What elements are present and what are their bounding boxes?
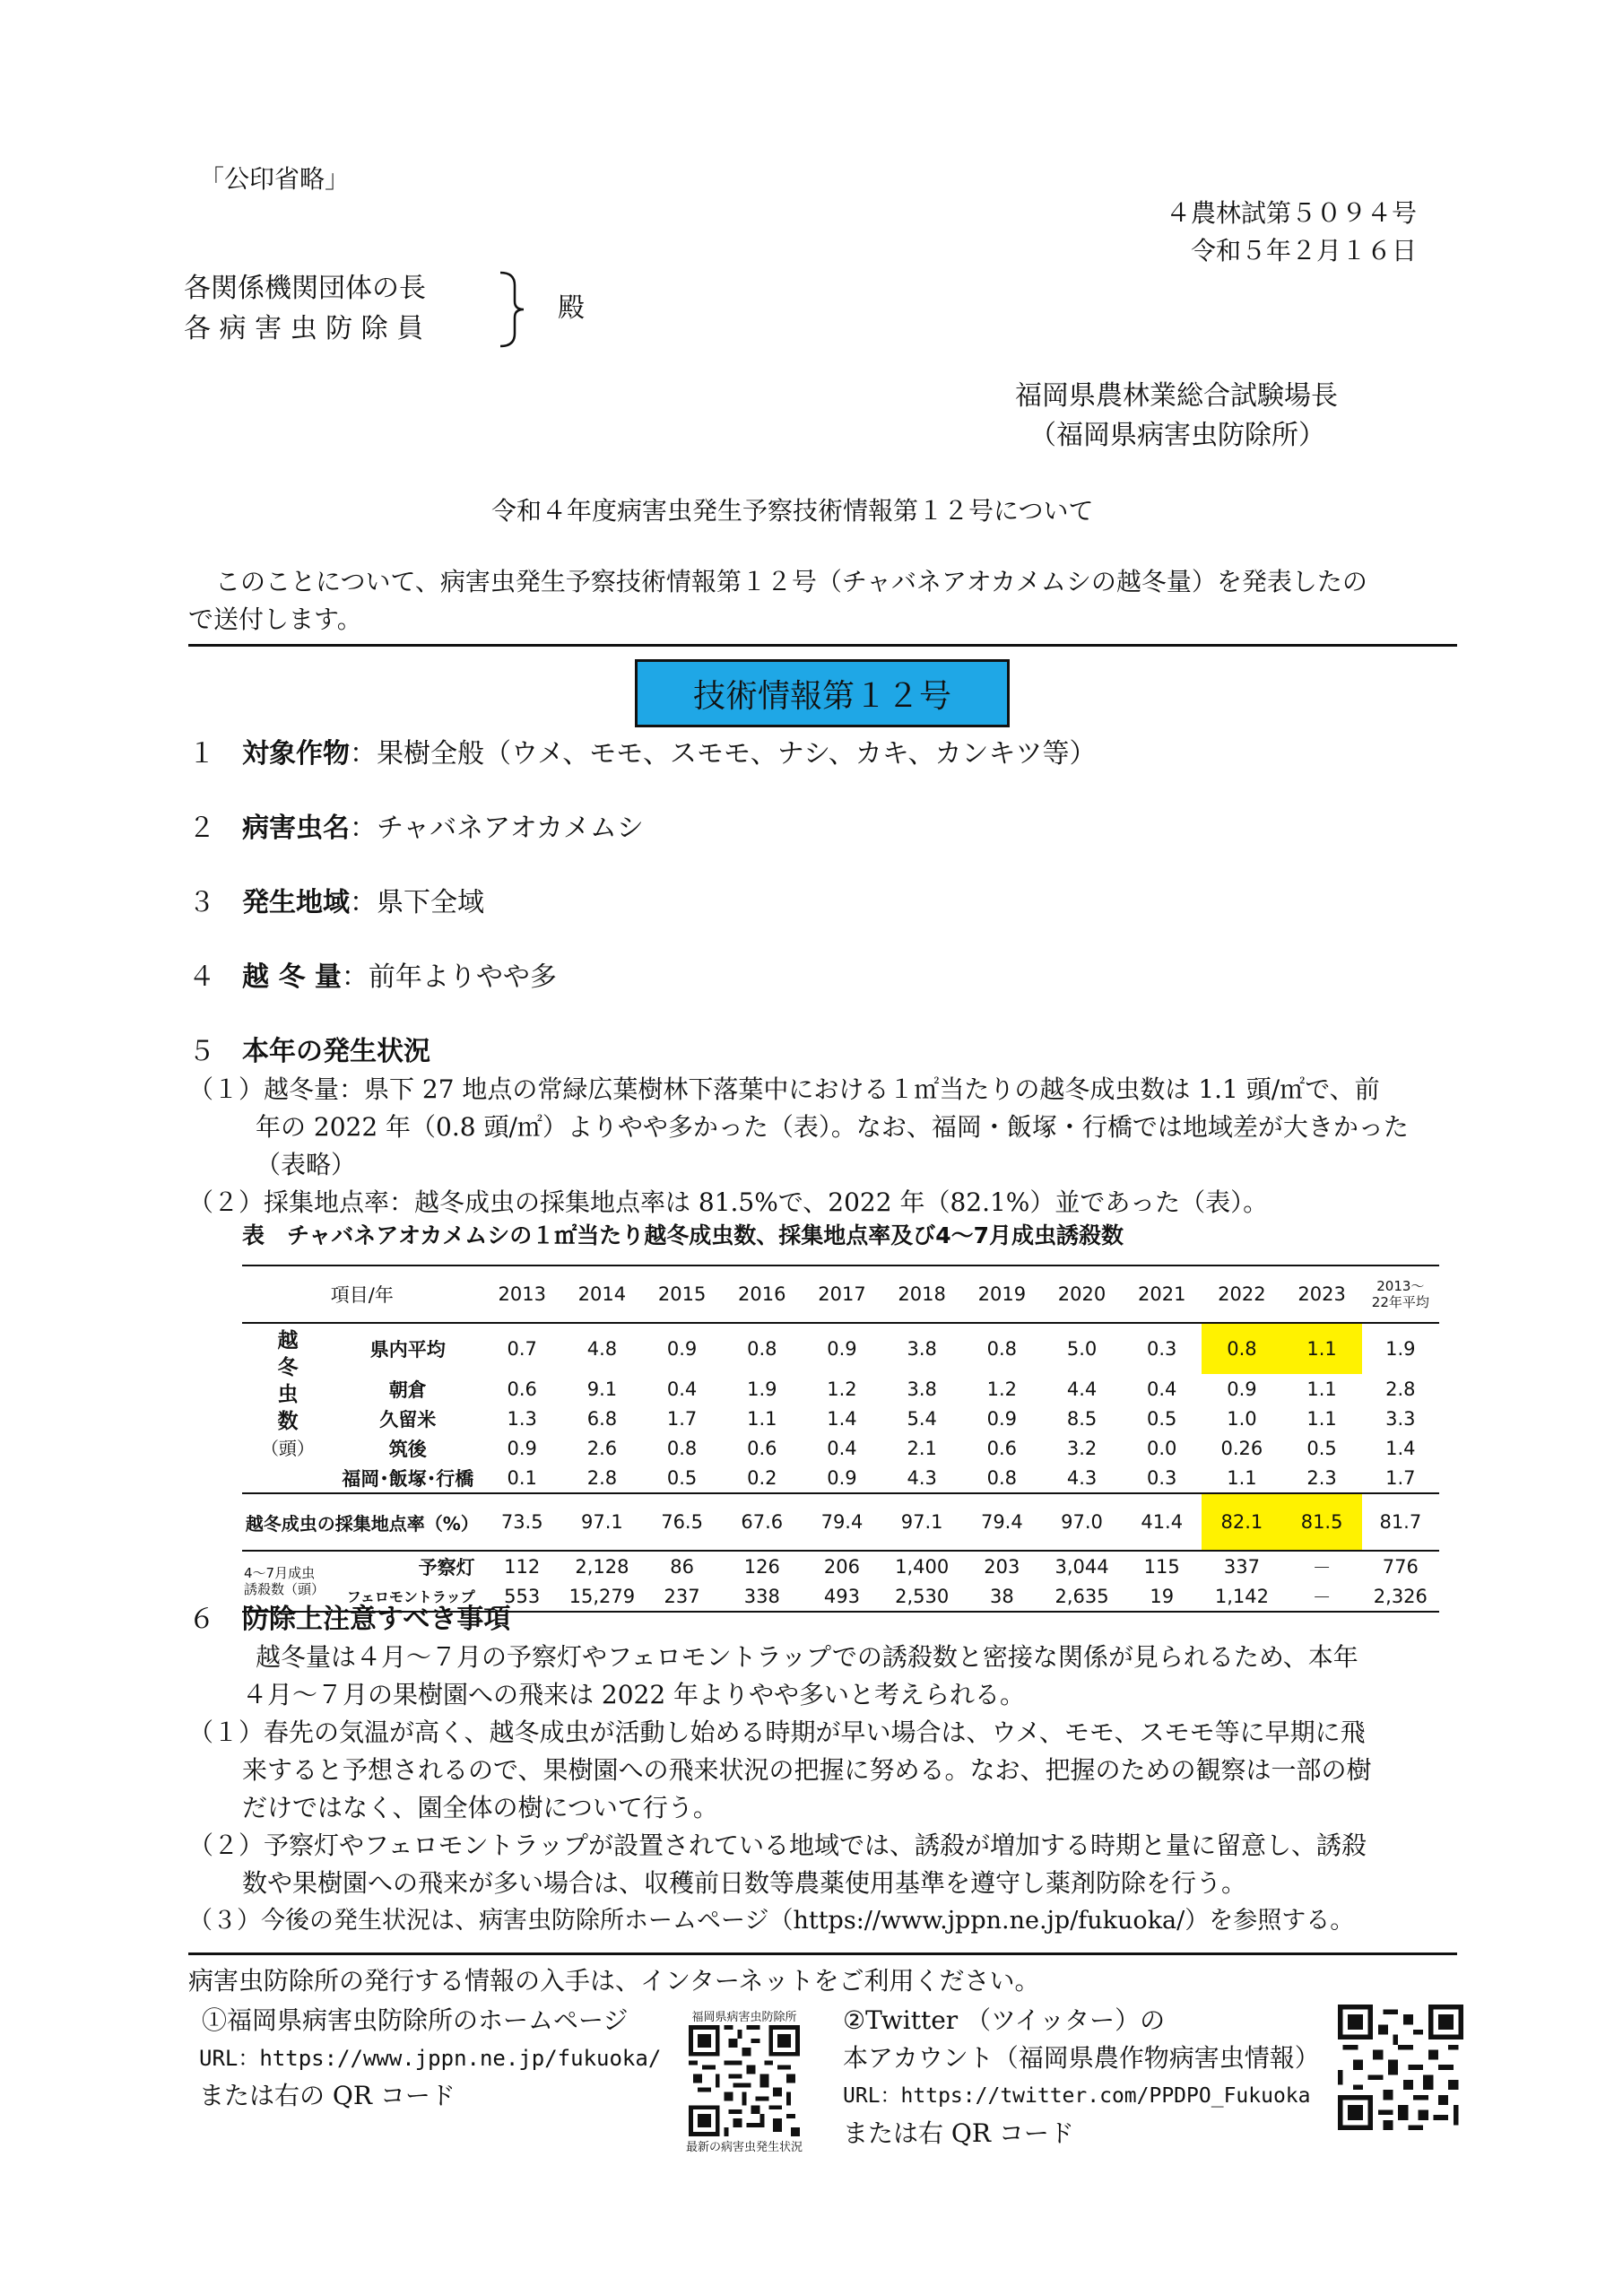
cell: 115: [1143, 1555, 1180, 1578]
section-pest-name: [188, 810, 644, 848]
footer-hp-title: ①福岡県病害虫防除所のホームページ: [202, 2005, 629, 2035]
s5-p1-line-2: 年の 2022 年（0.8 頭/㎡）よりやや多かった（表）。なお、福岡・飯塚・行橋では地域差が大きかった: [256, 1112, 1409, 1142]
cell: 1,142: [1214, 1585, 1269, 1607]
cell: 2.6: [586, 1437, 618, 1459]
cell: 2,128: [575, 1555, 629, 1578]
cell: 8.5: [1066, 1407, 1098, 1430]
cell: 38: [989, 1585, 1014, 1607]
cell: 0.8: [986, 1466, 1018, 1489]
row-label: 越冬成虫の採集地点率（%）: [245, 1512, 479, 1535]
cell: 1.3: [507, 1407, 537, 1430]
section-label: 発生地域: [242, 887, 350, 918]
cell: 0.8: [747, 1338, 777, 1360]
table-caption: 表 チャバネアオカメムシの１㎡当たり越冬成虫数、採集地点率及び4～7月成虫誘殺数: [242, 1222, 1124, 1248]
cell: 4.3: [1066, 1466, 1098, 1489]
cell: 3.2: [1066, 1437, 1098, 1459]
cell: 97.1: [581, 1511, 623, 1533]
cell: 5.4: [907, 1407, 937, 1430]
year-header: 2018: [898, 1283, 946, 1305]
cell: 4.4: [1066, 1378, 1098, 1400]
average-cell: 1.7: [1385, 1466, 1416, 1489]
cell: 4.3: [907, 1466, 937, 1489]
footer-hp-qr-note: または右の QR コード: [199, 2081, 456, 2110]
honorific: 殿: [558, 292, 585, 324]
cell: 493: [823, 1585, 861, 1607]
cell: 97.0: [1061, 1511, 1103, 1533]
subject: 令和４年度病害虫発生予察技術情報第１２号について: [491, 496, 1094, 526]
brace-icon: [495, 269, 527, 350]
section-number: ３: [188, 887, 215, 918]
section-label: 越 冬 量: [242, 961, 342, 993]
year-header: 2021: [1137, 1283, 1186, 1305]
year-header: 2020: [1057, 1283, 1107, 1305]
cell: 0.7: [507, 1338, 537, 1360]
cell: 0.3: [1147, 1338, 1177, 1360]
s6-p1-line-2: 来すると予想されるので、果樹園への飛来状況の把握に努める。なお、把握のための観察は一部の樹: [242, 1755, 1372, 1785]
year-header: 2014: [577, 1283, 627, 1305]
cell: 0.9: [827, 1338, 857, 1360]
cell: 0.9: [986, 1407, 1018, 1430]
table-row-prefecture-avg: [242, 1323, 1439, 1374]
section-value: ：果樹全般（ウメ、モモ、スモモ、ナシ、カキ、カンキツ等）: [350, 738, 1097, 770]
footer-twitter-qr-note: または右 QR コード: [843, 2118, 1074, 2148]
cell: －: [1312, 1586, 1332, 1608]
cell: －: [1312, 1556, 1332, 1578]
cell: 1.7: [666, 1407, 698, 1430]
table-header-row: [242, 1265, 1439, 1323]
average-cell: 3.3: [1385, 1407, 1416, 1430]
cell: 0.4: [666, 1378, 698, 1400]
year-header: 2017: [818, 1283, 866, 1305]
cell: 0.2: [747, 1466, 777, 1489]
row-label: 朝倉: [388, 1378, 427, 1401]
cell: 15,279: [568, 1585, 636, 1607]
row-label: 予察灯: [418, 1556, 475, 1578]
table-row-light-trap: [242, 1551, 1439, 1581]
item-year-header: 項目/年: [330, 1284, 394, 1306]
cell: 0.9: [666, 1338, 698, 1360]
cell: 97.1: [900, 1511, 943, 1533]
cell: 0.26: [1220, 1437, 1263, 1459]
s6-p1-line-3: だけではなく、園全体の樹について行う。: [242, 1793, 718, 1822]
divider-bottom: [188, 1952, 1457, 1955]
recipient-line-1: 各関係機関団体の長: [184, 273, 426, 304]
cell: 41.4: [1141, 1511, 1184, 1533]
cell: 0.9: [827, 1466, 857, 1489]
cell: 2,530: [895, 1585, 950, 1607]
s5-p1-line-1: （１）越冬量：県下 27 地点の常緑広葉樹林下落葉中における１㎡当たりの越冬成虫数は 1.1 頭/㎡で、前: [188, 1074, 1380, 1104]
s6-intro-line-1: 越冬量は４月～７月の予察灯やフェロモントラップでの誘殺数と密接な関係が見られるため、本年: [256, 1642, 1358, 1672]
cell: 1.2: [827, 1378, 857, 1400]
footer-twitter-account: 本アカウント（福岡県農作物病害虫情報）: [843, 2043, 1320, 2073]
cell: 1.1: [1227, 1466, 1257, 1489]
cell: 0.5: [666, 1466, 698, 1489]
cell: 0.9: [507, 1437, 537, 1459]
overwinter-data-table: [242, 1265, 1439, 1613]
cell: 0.0: [1147, 1437, 1177, 1459]
table-row-asakura: [242, 1374, 1439, 1404]
s6-p2-line-1: （２）予察灯やフェロモントラップが設置されている地域では、誘殺が増加する時期と量に留意し、誘殺: [188, 1831, 1367, 1860]
section-label: 病害虫名: [242, 813, 350, 844]
footer-intro: 病害虫防除所の発行する情報の入手は、インターネットをご利用ください。: [188, 1966, 1040, 1996]
cell: 338: [743, 1585, 780, 1607]
trap-group-label: 4～7月成虫 誘殺数（頭）: [242, 1551, 334, 1612]
section-label: 本年の発生状況: [242, 1036, 430, 1067]
section-value: ：県下全域: [350, 887, 484, 918]
cell: 1.1: [1306, 1378, 1337, 1400]
footer-twitter-url[interactable]: URL：https://twitter.com/PPDPO_Fukuoka: [843, 2084, 1311, 2108]
section-number: ５: [188, 1036, 215, 1067]
year-header: 2016: [738, 1283, 786, 1305]
table-row-fukuoka-iizuka-yukuhashi: [242, 1463, 1439, 1493]
cell: 0.5: [1306, 1437, 1337, 1459]
cell: 1,400: [895, 1555, 950, 1578]
cell: 86: [670, 1555, 694, 1578]
cell: 1.4: [827, 1407, 857, 1430]
s6-p3: （３）今後の発生状況は、病害虫防除所ホームページ（https://www.jppn.ne.jp/fukuoka/）を参照する。: [188, 1907, 1355, 1935]
average-cell: 1.4: [1385, 1437, 1416, 1459]
row-label: 県内平均: [369, 1339, 446, 1361]
average-cell: 2,326: [1373, 1585, 1428, 1607]
average-cell: 81.7: [1379, 1511, 1422, 1533]
year-header: 2013: [498, 1283, 546, 1305]
average-cell: 776: [1382, 1555, 1419, 1578]
cell: 1.1: [1306, 1407, 1337, 1430]
year-header: 2015: [657, 1283, 707, 1305]
cell: 112: [504, 1555, 541, 1578]
year-header: 2023: [1298, 1283, 1346, 1305]
cell: 203: [984, 1555, 1020, 1578]
section-value: ：前年よりやや多: [341, 961, 557, 993]
cell: 0.6: [507, 1378, 537, 1400]
overwinter-count-group-label: 越 冬 虫 数 （頭）: [242, 1323, 334, 1493]
section-overwinter-amount: [188, 959, 557, 996]
table-row-kurume: [242, 1404, 1439, 1433]
section-target-crops: [188, 735, 1097, 773]
s6-p1-line-1: （１）春先の気温が高く、越冬成虫が活動し始める時期が早い場合は、ウメ、モモ、スモモ等に早期に飛: [188, 1718, 1366, 1747]
qr1-bottom-caption: 最新の病害虫発生状況: [685, 2141, 803, 2154]
qr-code-homepage-icon[interactable]: [689, 2025, 800, 2136]
section-5-heading: [188, 1033, 430, 1071]
row-label: 福岡･飯塚･行橋: [342, 1467, 474, 1490]
cell: 4.8: [586, 1338, 618, 1360]
s5-p2: （２）採集地点率：越冬成虫の採集地点率は 81.5%で、2022 年（82.1%）並であった（表）。: [188, 1187, 1269, 1217]
cell: 1.0: [1227, 1407, 1257, 1430]
cell: 2.3: [1306, 1466, 1337, 1489]
cell: 0.8: [986, 1338, 1018, 1360]
cell: 0.5: [1147, 1407, 1177, 1430]
cell: 0.9: [1227, 1378, 1257, 1400]
cell: 79.4: [980, 1511, 1023, 1533]
cell: 337: [1223, 1555, 1260, 1578]
cell: 73.5: [500, 1511, 543, 1533]
cell: 76.5: [661, 1511, 703, 1533]
sender-line-1: 福岡県農林業総合試験場長: [1015, 380, 1338, 412]
s6-intro-line-2: ４月～７月の果樹園への飛来は 2022 年よりやや多いと考えられる。: [242, 1680, 1026, 1709]
section-number: ２: [188, 813, 215, 844]
average-header: 2013～ 22年平均: [1371, 1278, 1429, 1310]
cell: 553: [504, 1585, 541, 1607]
cell: 0.4: [827, 1437, 857, 1459]
section-label: 対象作物: [242, 738, 350, 770]
row-label: フェロモントラップ: [346, 1588, 475, 1605]
row-label: 久留米: [379, 1408, 437, 1431]
section-label: 防除上注意すべき事項: [242, 1604, 511, 1635]
year-header: 2019: [977, 1283, 1027, 1305]
cell: 3,044: [1055, 1555, 1109, 1578]
cell: 1.2: [986, 1378, 1018, 1400]
recipient-line-2: 各 病 害 虫 防 除 員: [184, 313, 424, 344]
cell: 2.8: [586, 1466, 618, 1489]
cell: 0.6: [986, 1437, 1018, 1459]
document-number: ４農林試第５０９４号: [1165, 198, 1417, 228]
cell: 3.8: [907, 1378, 937, 1400]
cell: 67.6: [741, 1511, 784, 1533]
cell: 0.3: [1147, 1466, 1177, 1489]
highlighted-cell: 1.1: [1282, 1323, 1362, 1374]
table-row-chikugo: [242, 1433, 1439, 1463]
footer-twitter-title: ②Twitter （ツイッター）の: [843, 2005, 1166, 2035]
cell: 2.1: [907, 1437, 937, 1459]
section-number: ６: [188, 1604, 215, 1635]
qr-code-twitter-icon[interactable]: [1338, 2005, 1463, 2130]
sender-line-2: （福岡県病害虫防除所）: [1029, 420, 1325, 451]
average-cell: 2.8: [1385, 1378, 1416, 1400]
cell: 79.4: [820, 1511, 864, 1533]
cell: 0.1: [507, 1466, 537, 1489]
cell: 0.8: [666, 1437, 698, 1459]
qr1-top-caption: 福岡県病害虫防除所: [691, 2011, 797, 2024]
table-row-collection-rate: [242, 1493, 1439, 1551]
cell: 206: [823, 1555, 861, 1578]
divider-top: [188, 644, 1457, 647]
cell: 126: [743, 1555, 780, 1578]
cell: 3.8: [907, 1338, 937, 1360]
section-number: １: [188, 738, 215, 770]
cell: 0.4: [1147, 1378, 1177, 1400]
cell: 1.9: [747, 1378, 777, 1400]
average-cell: 1.9: [1385, 1338, 1416, 1360]
cell: 1.1: [747, 1407, 777, 1430]
section-6-heading: [188, 1601, 510, 1639]
s5-p1-line-3: （表略）: [256, 1150, 357, 1179]
seal-omitted-note: 「公印省略」: [199, 164, 351, 194]
highlighted-cell: 81.5: [1282, 1493, 1362, 1551]
highlighted-cell: 0.8: [1202, 1323, 1281, 1374]
footer-hp-url[interactable]: URL：https://www.jppn.ne.jp/fukuoka/: [199, 2046, 662, 2071]
s6-p2-line-2: 数や果樹園への飛来が多い場合は、収穫前日数等農薬使用基準を遵守し薬剤防除を行う。: [242, 1868, 1247, 1898]
section-value: ：チャバネアオカメムシ: [350, 813, 644, 844]
highlighted-cell: 82.1: [1202, 1493, 1281, 1551]
cell: 2,635: [1055, 1585, 1109, 1607]
issue-date: 令和５年２月１６日: [1190, 236, 1417, 265]
section-number: ４: [188, 961, 215, 993]
year-header: 2022: [1218, 1283, 1266, 1305]
section-area: [188, 884, 484, 922]
cell: 5.0: [1066, 1338, 1098, 1360]
cell: 9.1: [586, 1378, 618, 1400]
row-label: 筑後: [388, 1438, 427, 1460]
intro-line-1: このことについて、病害虫発生予察技術情報第１２号（チャバネアオカメムシの越冬量）を発表したの: [215, 567, 1367, 596]
cell: 6.8: [586, 1407, 618, 1430]
cell: 19: [1150, 1585, 1175, 1607]
intro-line-2: で送付します。: [188, 604, 362, 634]
tech-info-banner: 技術情報第１２号: [635, 659, 1010, 727]
cell: 0.6: [747, 1437, 777, 1459]
cell: 237: [664, 1585, 700, 1607]
